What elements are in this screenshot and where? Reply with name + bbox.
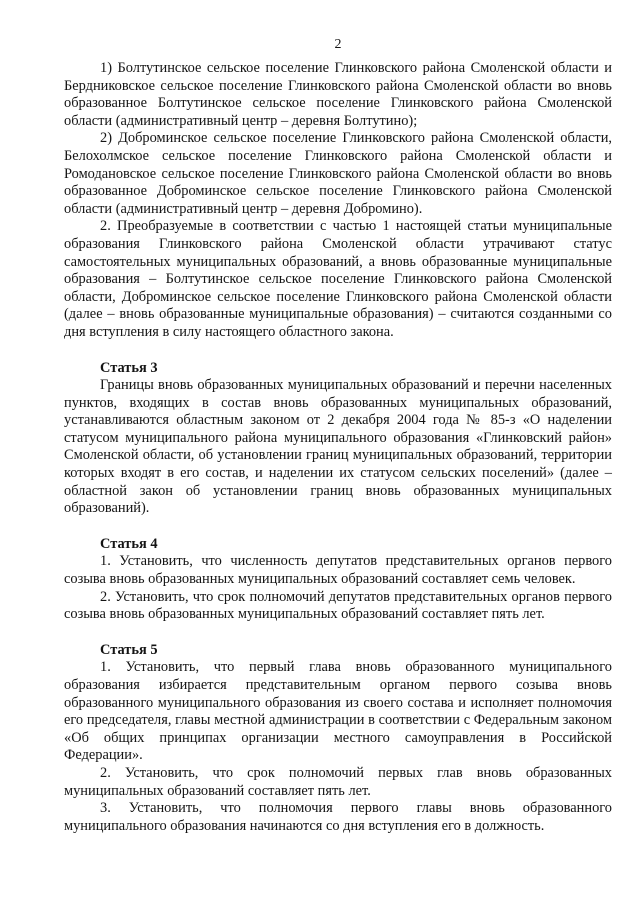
paragraph-1-1: 1) Болтутинское сельское поселение Глинковского района Смоленской области и Бердниковское сельское поселение Глинковского района Смоленской области во вновь образованное Болтутинское сельское поселение Глинковского района Смоленской области (административный центр – деревня Болтутино); (64, 60, 612, 129)
page-number: 2 (334, 37, 342, 52)
paragraph-1-2: 2) Доброминское сельское поселение Глинковского района Смоленской области, Белохолмское сельское поселение Глинковского района Смоленской области и Ромодановское сельское поселение Глинковского района Смоленской области во вновь образованное Доброминское сельское поселение Глинковского района Смоленской области (административный центр – деревня Добромино). (64, 130, 612, 217)
article-4-heading: Статья 4 (100, 535, 158, 552)
article-3-paragraph: Границы вновь образованных муниципальных образований и перечни населенных пунктов, входящих в состав вновь образованных муниципальных образований, устанавливаются областным законом от 2 декабря 2004 года № 85-з «О наделении статусом муниципального района муниципального образования «Глинковский район» Смоленской области, об установлении границ муниципальных образований, территории которых входят в его состав, и наделении их статусом сельских поселений» (далее – областной закон об установлении границ вновь образованных муниципальных образований). (64, 377, 612, 517)
paragraph-2: 2. Преобразуемые в соответствии с частью 1 настоящей статьи муниципальные образования Глинковского района Смоленской области утрачивают статус самостоятельных муниципальных образований, а вновь образованные муниципальные образования – Болтутинское сельское поселение Глинковского района Смоленской области, Доброминское сельское поселение Глинковского района Смоленской области (далее – вновь образованные муниципальные образования) – считаются созданными со дня вступления в силу настоящего областного закона. (64, 218, 612, 340)
article-4-paragraph-1: 1. Установить, что численность депутатов представительных органов первого созыва вновь образованных муниципальных образований составляет семь человек. (64, 553, 612, 588)
article-3-heading: Статья 3 (100, 359, 158, 376)
article-5-paragraph-3: 3. Установить, что полномочия первого главы вновь образованного муниципального образования начинаются со дня вступления его в должность. (64, 800, 612, 834)
article-5-paragraph-2: 2. Установить, что срок полномочий первых глав вновь образованных муниципальных образований составляет пять лет. (64, 764, 612, 799)
article-5-heading: Статья 5 (100, 641, 158, 658)
article-4-paragraph-2: 2. Установить, что срок полномочий депутатов представительных органов первого созыва вновь образованных муниципальных образований составляет пять лет. (64, 588, 612, 623)
article-5-paragraph-1: 1. Установить, что первый глава вновь образованного муниципального образования избирается представительным органом первого созыва вновь образованного муниципального образования из своего состава и исполняет полномочия его председателя, главы местной администрации в соответствии с Федеральным законом «Об общих принципах организации местного самоуправления в Российской Федерации». (64, 659, 612, 764)
